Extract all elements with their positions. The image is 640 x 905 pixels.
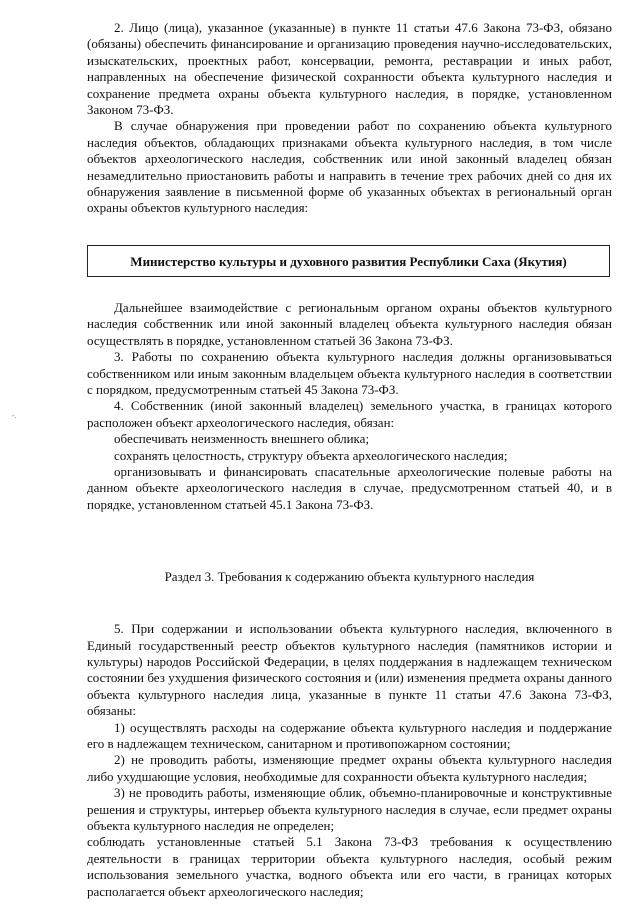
paragraph-item-5: 5. При содержании и использовании объекта культурного наследия, включенного в Единый государственный реестр объектов культурного наследия (памятников истории и культуры) народов Российской Федерации, в целях поддержания в надлежащем техническом состоянии без ухудшения физического состояния и (или) изменения предмета охраны данного объекта культурного наследия лица, указанные в пункте 11 статьи 47.6 Закона 73-ФЗ, обязаны:	[87, 621, 612, 719]
paragraph-final: соблюдать установленные статьей 5.1 Закона 73-ФЗ требования к осуществлению деятельности в границах территории объекта культурного наследия, особый режим использования земельного участка, водного объекта или его части, в границах которых располагается объект археологического наследия;	[87, 834, 612, 899]
obligation-integrity: сохранять целостность, структуру объекта археологического наследия;	[114, 447, 508, 463]
paragraph-interaction: Дальнейшее взаимодействие с региональным органом охраны объектов культурного наследия собственник или иной законный владелец объекта культурного наследия обязан осуществлять в порядке, установленном статьей 36 Закона 73-ФЗ.	[87, 299, 612, 348]
obligation-appearance: обеспечивать неизменность внешнего облика;	[114, 431, 370, 447]
paragraph-discovery: В случае обнаружения при проведении работ по сохранению объекта культурного наследия объектов, обладающих признаками объекта культурного наследия, в том числе объектов археологического наследия, собственник или иной законный владелец обязан незамедлительно приостановить работы и направить в течение трех рабочих дней со дня их обнаружения заявление в письменной форме об указанных объектах в региональный орган охраны объектов культурного наследия:	[87, 118, 612, 216]
paragraph-item-3: 3. Работы по сохранению объекта культурного наследия должны организовываться собственником или иным законным владельцем объекта культурного наследия в соответствии с порядком, предусмотренным статьей 45 Закона 73-ФЗ.	[87, 349, 612, 397]
obligation-rescue-works: организовывать и финансировать спасательные археологические полевые работы на данном объекте археологического наследия в случае, предусмотренном статьей 40, и в порядке, установленном статьей 45.1 Закона 73-ФЗ.	[87, 463, 612, 512]
authority-box: Министерство культуры и духовного развития Республики Саха (Якутия)	[87, 245, 610, 277]
margin-mark: -.	[12, 411, 17, 420]
subitem-1: 1) осуществлять расходы на содержание объекта культурного наследия и поддержание его в надлежащем техническом, санитарном и противопожарном состоянии;	[87, 719, 612, 751]
paragraph-item-2: 2. Лицо (лица), указанное (указанные) в пункте 11 статьи 47.6 Закона 73-ФЗ, обязано (обязаны) обеспечить финансирование и организацию проведения научно-исследовательских, изыскательских, проектных работ, консервации, ремонта, реставрации и иных работ, направленных на обеспечение физической сохранности объекта культурного наследия и сохранение предмета охраны объекта культурного наследия, в порядке, установленном Законом 73-ФЗ.	[87, 20, 612, 118]
section-heading: Раздел 3. Требования к содержанию объекта культурного наследия	[164, 569, 535, 585]
paragraph-item-4: 4. Собственник (иной законный владелец) земельного участка, в границах которого расположен объект археологического наследия, обязан:	[87, 398, 612, 430]
subitem-3: 3) не проводить работы, изменяющие облик, объемно-планировочные и конструктивные решения и структуры, интерьер объекта культурного наследия в случае, если предмет охраны объекта культурного наследия не определен;	[87, 785, 612, 834]
subitem-2: 2) не проводить работы, изменяющие предмет охраны объекта культурного наследия либо ухудшающие условия, необходимые для сохранности объекта культурного наследия;	[87, 752, 612, 784]
